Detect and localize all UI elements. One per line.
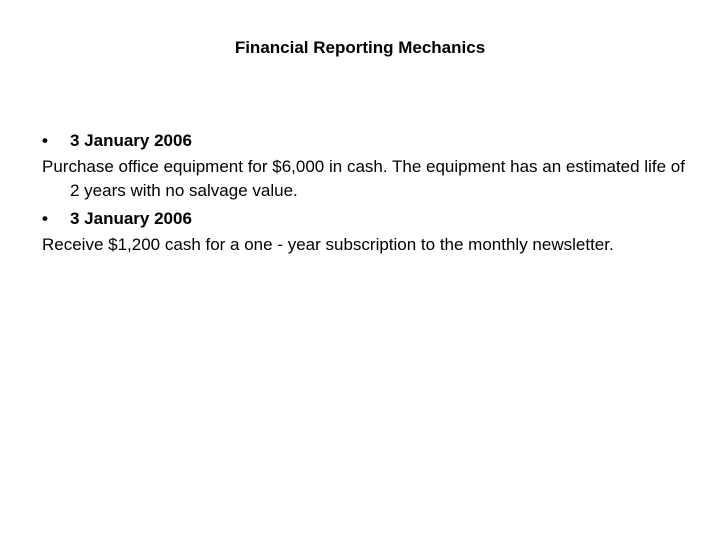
bullet-icon: •	[42, 209, 48, 228]
bullet-item-date	[42, 129, 692, 153]
bullet-date-text: 3 January 2006	[70, 131, 192, 150]
slide-body	[42, 129, 692, 261]
slide-title: Financial Reporting Mechanics	[234, 38, 486, 57]
transaction-description: Purchase office equipment for $6,000 in cash. The equipment has an estimated life of 2 years with no salvage value.	[42, 157, 685, 200]
bullet-date-text: 3 January 2006	[70, 209, 192, 228]
bullet-icon: •	[42, 131, 48, 150]
transaction-description: Receive $1,200 cash for a one - year subscription to the monthly newsletter.	[42, 235, 614, 254]
bullet-item-date	[42, 207, 692, 231]
